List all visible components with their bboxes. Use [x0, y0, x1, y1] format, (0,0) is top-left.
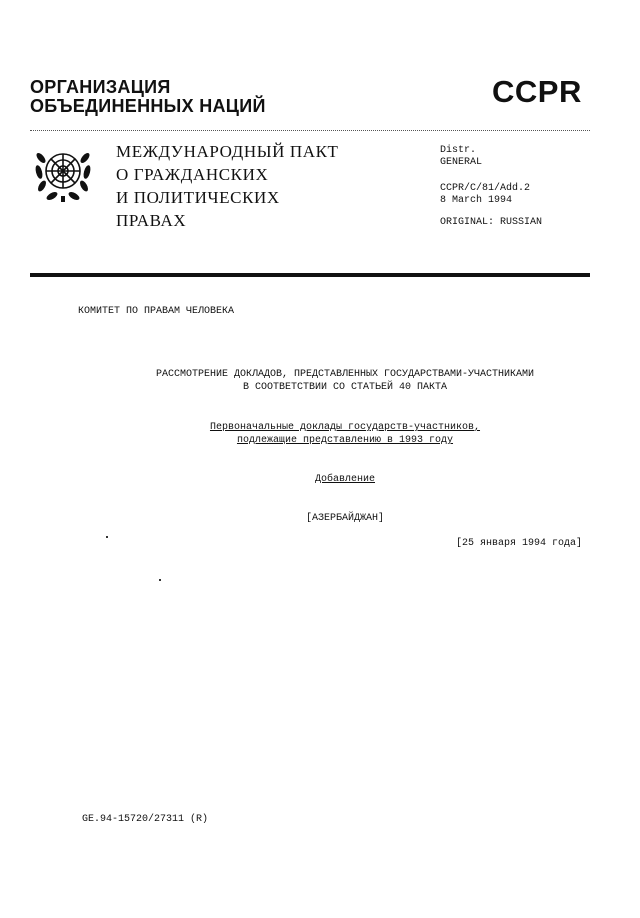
- title-divider: [30, 273, 590, 277]
- scan-speck: [159, 579, 161, 581]
- covenant-title-line3: И ПОЛИТИЧЕСКИХ: [116, 188, 280, 207]
- addendum-label: Добавление: [314, 474, 375, 485]
- covenant-title-line2: О ГРАЖДАНСКИХ: [116, 165, 269, 184]
- report-subheading-line1: Первоначальные доклады государств-участников,: [209, 422, 481, 433]
- covenant-title-line4: ПРАВАХ: [116, 211, 187, 230]
- document-symbol: CCPR/C/81/Add.2: [440, 183, 531, 194]
- document-metadata: [440, 145, 542, 229]
- job-number: GE.94-15720/27311 (R): [82, 814, 209, 825]
- document-code: CCPR: [492, 74, 582, 109]
- header-divider: [30, 130, 590, 131]
- country-name: [АЗЕРБАЙДЖАН]: [305, 513, 384, 524]
- organization-name: [30, 78, 266, 116]
- document-date: 8 March 1994: [440, 195, 513, 206]
- distribution-value: GENERAL: [440, 157, 483, 168]
- received-date: [25 января 1994 года]: [456, 538, 583, 549]
- covenant-title-line1: МЕЖДУНАРОДНЫЙ ПАКТ: [116, 142, 339, 161]
- committee-name: КОМИТЕТ ПО ПРАВАМ ЧЕЛОВЕКА: [78, 306, 235, 317]
- covenant-title: [116, 140, 339, 232]
- report-subheading: [90, 421, 600, 447]
- report-heading: [90, 368, 600, 394]
- org-name-line2: ОБЪЕДИНЕННЫХ НАЦИЙ: [30, 96, 266, 116]
- org-name-line1: ОРГАНИЗАЦИЯ: [30, 77, 171, 97]
- report-heading-line2: В СООТВЕТСТВИИ СО СТАТЬЕЙ 40 ПАКТА: [242, 382, 448, 393]
- report-subheading-line2: подлежащие представлению в 1993 году: [236, 435, 454, 446]
- un-emblem-icon: [30, 140, 96, 206]
- original-language: ORIGINAL: RUSSIAN: [440, 217, 543, 228]
- distr-label: Distr.: [440, 145, 477, 156]
- scan-speck: [106, 536, 108, 538]
- report-heading-line1: РАССМОТРЕНИЕ ДОКЛАДОВ, ПРЕДСТАВЛЕННЫХ ГОСУДАРСТВАМИ-УЧАСТНИКАМИ: [155, 369, 535, 380]
